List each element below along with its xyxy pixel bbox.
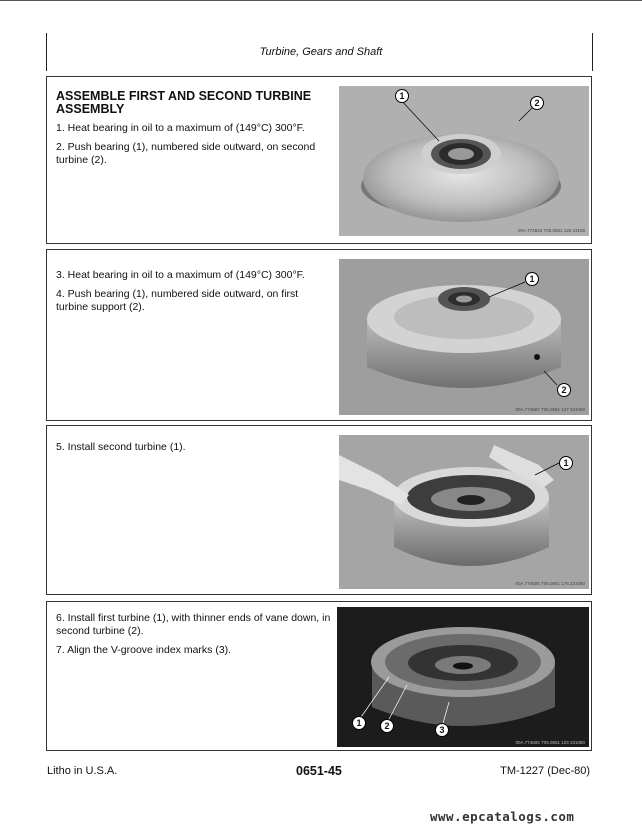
step-7: 7. Align the V-groove index marks (3). (56, 644, 232, 656)
step-6: 6. Install first turbine (1), with thinner ends of vane down, in second turbine (2). (56, 612, 331, 637)
callout-1: 1 (395, 89, 409, 103)
step-1: 1. Heat bearing in oil to a maximum of (149°C) 300°F. (56, 122, 305, 134)
photo-caption: 00A.774534 T05.0651 126 23108 (518, 228, 585, 233)
callout-3: 3 (435, 723, 449, 737)
photo-install-first-turbine (337, 607, 589, 747)
panel-4-text (56, 606, 331, 657)
panel-assemble-turbine (46, 76, 592, 244)
page-header-title: Turbine, Gears and Shaft (259, 46, 383, 58)
step-2: 2. Push bearing (1), numbered side outward, on second turbine (2). (56, 141, 316, 166)
first-turbine-photo-graphic (337, 607, 589, 747)
callout-2: 2 (380, 719, 394, 733)
watermark-link[interactable]: www.epcatalogs.com (430, 809, 575, 824)
step-4: 4. Push bearing (1), numbered side outward, on first turbine support (2). (56, 288, 299, 313)
photo-caption: 00A.774605 T05.0651 178 231080 (515, 581, 585, 586)
panel-3-text (56, 435, 331, 454)
panel-2-text (56, 263, 331, 314)
install-photo-graphic (339, 435, 589, 589)
callout-1: 1 (352, 716, 366, 730)
step-5: 5. Install second turbine (1). (56, 441, 186, 453)
callout-1: 1 (525, 272, 539, 286)
panel-install-first-turbine (46, 601, 592, 751)
footer-page-number: 0651-45 (296, 764, 342, 778)
callout-1: 1 (559, 456, 573, 470)
photo-install-second-turbine (339, 435, 589, 589)
callout-2: 2 (557, 383, 571, 397)
step-3: 3. Heat bearing in oil to a maximum of (149°C) 300°F. (56, 269, 305, 281)
photo-caption: 00A.774687 T05.0651 127 031080 (515, 407, 585, 412)
panel-1-text (56, 90, 331, 167)
support-photo-graphic (339, 259, 589, 415)
section-heading: ASSEMBLE FIRST AND SECOND TURBINE ASSEMBLY (56, 89, 312, 116)
panel-install-second-turbine (46, 425, 592, 595)
footer-litho: Litho in U.S.A. (47, 765, 118, 777)
photo-second-turbine-bearing (339, 86, 589, 236)
top-rule (0, 0, 642, 1)
panel-first-turbine-support (46, 249, 592, 421)
photo-first-turbine-support (339, 259, 589, 415)
photo-caption: 00A.774606 T05.0651 129 231080 (515, 740, 585, 745)
turbine-photo-graphic (339, 86, 589, 236)
footer-tm-number: TM-1227 (Dec-80) (500, 765, 590, 777)
callout-2: 2 (530, 96, 544, 110)
